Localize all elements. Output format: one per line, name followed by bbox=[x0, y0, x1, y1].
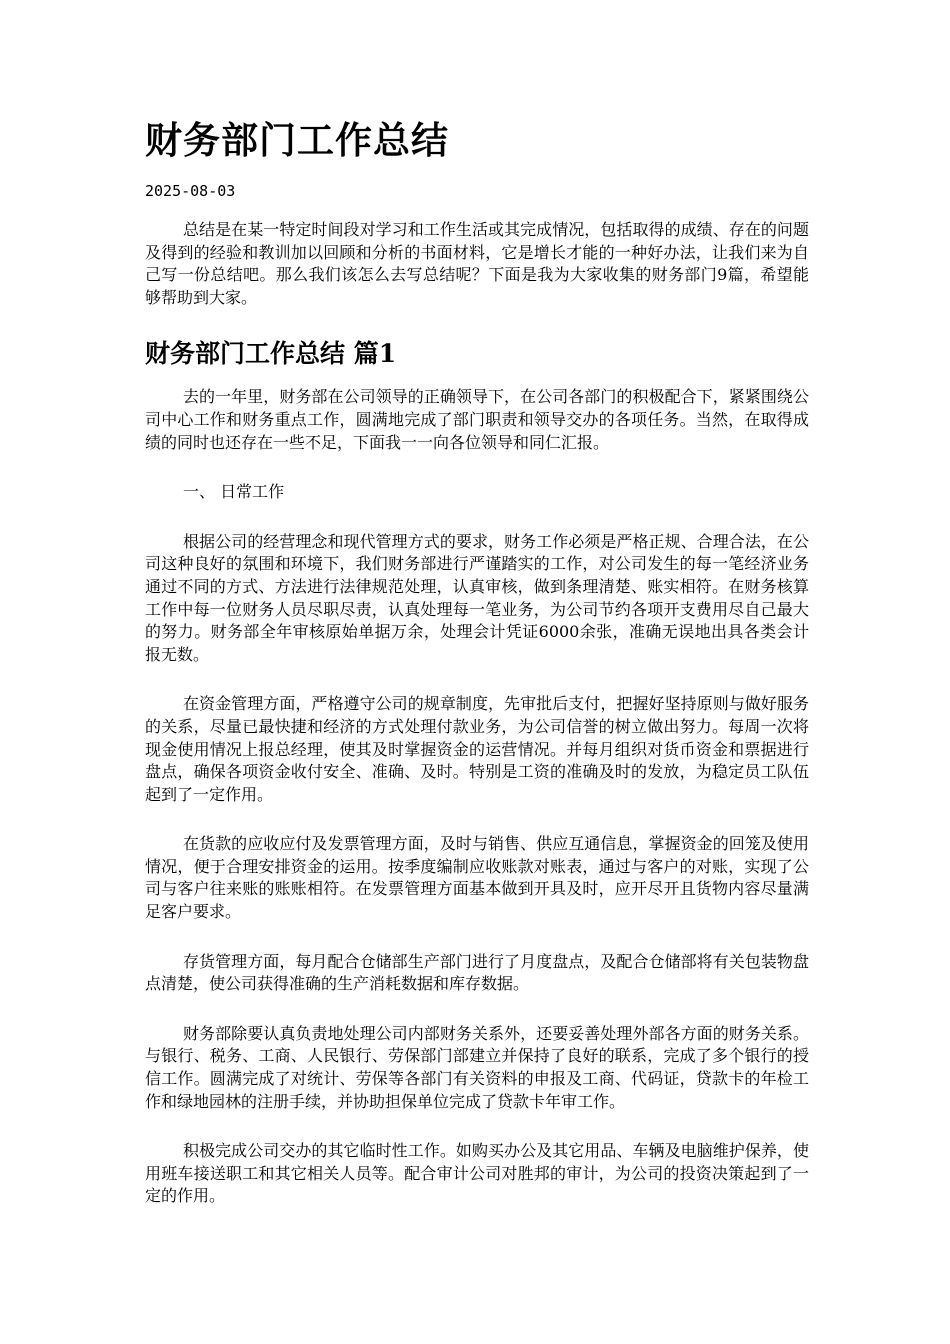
subheading-daily-work: 一、 日常工作 bbox=[183, 482, 285, 502]
intro-paragraph: 总结是在某一特定时间段对学习和工作生活或其完成情况，包括取得的成绩、存在的问题及得到的经验和教训加以回顾和分析的书面材料，它是增长才能的一种好办法，让我们来为自己写一份总结吧。那么我们该怎么去写总结呢？下面是我为大家收集的财务部门9篇，希望能够帮助到大家。 bbox=[145, 220, 809, 307]
body-paragraph: 财务部除要认真负责地处理公司内部财务关系外，还要妥善处理外部各方面的财务关系。与银行、税务、工商、人民银行、劳保部门部建立并保持了良好的联系，完成了多个银行的授信工作。圆满完成了对统计、劳保等各部门有关资料的申报及工商、代码证，贷款卡的年检工作和绿地园林的注册手续，并协助担保单位完成了贷款卡年审工作。 bbox=[145, 1023, 809, 1111]
body-paragraph: 在资金管理方面，严格遵守公司的规章制度，先审批后支付，把握好坚持原则与做好服务的关系，尽量已最快捷和经济的方式处理付款业务，为公司信誉的树立做出努力。每周一次将现金使用情况上报总经理，使其及时掌握资金的运营情况。并每月组织对货币资金和票据进行盘点，确保各项资金收付安全、准确、及时。特别是工资的准确及时的发放，为稳定员工队伍起到了一定作用。 bbox=[145, 694, 809, 804]
document-title: 财务部门工作总结 bbox=[145, 118, 449, 162]
section-title: 财务部门工作总结 篇1 bbox=[145, 339, 397, 369]
body-paragraph: 积极完成公司交办的其它临时性工作。如购买办公及其它用品、车辆及电脑维护保养，使用班车接送职工和其它相关人员等。配合审计公司对胜邦的审计，为公司的投资决策起到了一定的作用。 bbox=[145, 1141, 809, 1206]
section-paragraph: 去的一年里，财务部在公司领导的正确领导下，在公司各部门的积极配合下，紧紧围绕公司中心工作和财务重点工作，圆满地完成了部门职责和领导交办的各项任务。当然，在取得成绩的同时也还存在一些不足，下面我一一向各位领导和同仁汇报。 bbox=[145, 387, 809, 452]
body-paragraph: 存货管理方面，每月配合仓储部生产部门进行了月度盘点，及配合仓储部将有关包装物盘点清楚，使公司获得准确的生产消耗数据和库存数据。 bbox=[145, 951, 809, 994]
body-paragraph: 根据公司的经营理念和现代管理方式的要求，财务工作必须是严格正规、合理合法，在公司这种良好的氛围和环境下，我们财务部进行严谨踏实的工作，对公司发生的每一笔经济业务通过不同的方式、方法进行法律规范处理，认真审核，做到条理清楚、账实相符。在财务核算工作中每一位财务人员尽职尽责，认真处理每一笔业务，为公司节约各项开支费用尽自己最大的努力。财务部全年审核原始单据万余，处理会计凭证6000余张，准确无误地出具各类会计报无数。 bbox=[145, 531, 809, 664]
body-paragraph: 在货款的应收应付及发票管理方面，及时与销售、供应互通信息，掌握资金的回笼及使用情况，便于合理安排资金的运用。按季度编制应收账款对账表，通过与客户的对账，实现了公司与客户往来账的账账相符。在发票管理方面基本做到开具及时，应开尽开且货物内容尽量满足客户要求。 bbox=[145, 834, 809, 922]
document-page bbox=[145, 112, 809, 1235]
document-date: 2025-08-03 bbox=[145, 182, 236, 200]
